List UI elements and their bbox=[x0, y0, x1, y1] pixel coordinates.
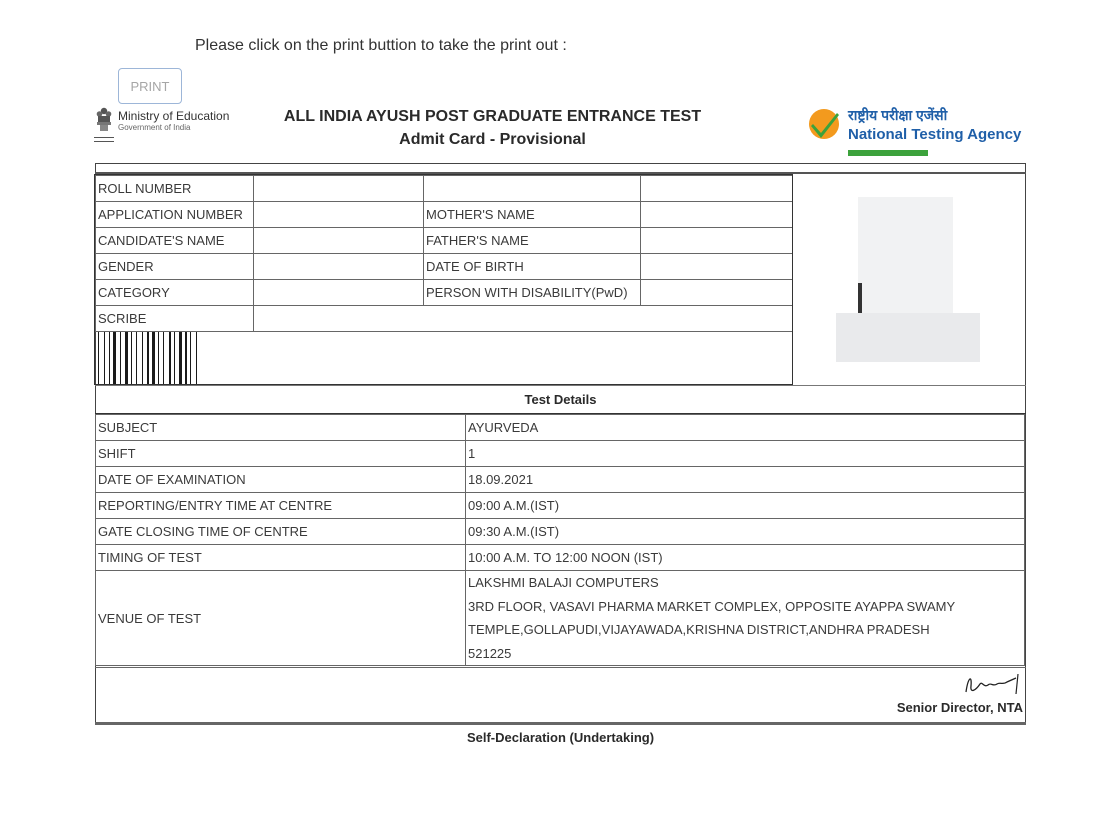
test-detail-value: AYURVEDA bbox=[466, 415, 1025, 441]
gender-label: GENDER bbox=[96, 254, 254, 280]
test-detail-label: SHIFT bbox=[96, 441, 466, 467]
nta-english-name: National Testing Agency bbox=[848, 126, 1022, 143]
test-detail-label: REPORTING/ENTRY TIME AT CENTRE bbox=[96, 493, 466, 519]
signatory-title: Senior Director, NTA bbox=[896, 700, 1023, 715]
venue-value bbox=[466, 571, 1025, 666]
ministry-logo bbox=[94, 106, 229, 136]
test-detail-label: DATE OF EXAMINATION bbox=[96, 467, 466, 493]
nta-tagline bbox=[848, 150, 928, 156]
ministry-subtitle: Government of India bbox=[118, 123, 191, 132]
test-details-heading: Test Details bbox=[95, 385, 1026, 414]
nta-hindi-name: राष्ट्रीय परीक्षा एजेंसी bbox=[848, 107, 948, 123]
father-name-label: FATHER'S NAME bbox=[424, 228, 641, 254]
test-detail-label: TIMING OF TEST bbox=[96, 545, 466, 571]
candidate-signature-box bbox=[836, 313, 980, 362]
test-detail-label: GATE CLOSING TIME OF CENTRE bbox=[96, 519, 466, 545]
test-detail-value: 09:00 A.M.(IST) bbox=[466, 493, 1025, 519]
venue-line: 3RD FLOOR, VASAVI PHARMA MARKET COMPLEX, OPPOSITE AYAPPA SWAMY bbox=[468, 598, 956, 614]
test-detail-label: SUBJECT bbox=[96, 415, 466, 441]
national-emblem-icon bbox=[94, 106, 114, 136]
emblem-divider bbox=[94, 137, 114, 142]
test-detail-value: 18.09.2021 bbox=[466, 467, 1025, 493]
barcode bbox=[98, 332, 238, 384]
nta-logo bbox=[806, 106, 1021, 161]
candidate-name-label: CANDIDATE'S NAME bbox=[96, 228, 254, 254]
venue-line: 521225 bbox=[468, 645, 512, 661]
venue-label: VENUE OF TEST bbox=[96, 571, 466, 666]
self-declaration-heading: Self-Declaration (Undertaking) bbox=[466, 730, 655, 745]
exam-title: ALL INDIA AYUSH POST GRADUATE ENTRANCE TEST bbox=[283, 108, 702, 125]
print-button[interactable]: PRINT bbox=[118, 68, 182, 104]
scribe-label: SCRIBE bbox=[96, 306, 254, 332]
test-detail-value: 10:00 A.M. TO 12:00 NOON (IST) bbox=[466, 545, 1025, 571]
dob-label: DATE OF BIRTH bbox=[424, 254, 641, 280]
venue-line: LAKSHMI BALAJI COMPUTERS bbox=[468, 575, 659, 590]
table-row bbox=[96, 441, 1025, 467]
roll-number-label: ROLL NUMBER bbox=[96, 176, 254, 202]
candidate-photo bbox=[858, 197, 953, 315]
table-row bbox=[96, 519, 1025, 545]
table-row bbox=[96, 415, 1025, 441]
category-label: CATEGORY bbox=[96, 280, 254, 306]
venue-line: TEMPLE,GOLLAPUDI,VIJAYAWADA,KRISHNA DISTRICT,ANDHRA PRADESH bbox=[468, 622, 930, 637]
test-detail-value: 09:30 A.M.(IST) bbox=[466, 519, 1025, 545]
table-row bbox=[96, 545, 1025, 571]
table-row bbox=[96, 467, 1025, 493]
card-bottom-rule bbox=[95, 722, 1026, 725]
test-detail-value: 1 bbox=[466, 441, 1025, 467]
admit-card-subtitle: Admit Card - Provisional bbox=[399, 131, 586, 148]
ministry-name: Ministry of Education bbox=[118, 109, 230, 123]
mother-name-label: MOTHER'S NAME bbox=[424, 202, 641, 228]
table-row bbox=[96, 493, 1025, 519]
application-number-label: APPLICATION NUMBER bbox=[96, 202, 254, 228]
test-details-table bbox=[95, 414, 1025, 666]
photo-shadow bbox=[858, 283, 862, 315]
print-instruction: Please click on the print buttion to take the print out : bbox=[195, 37, 567, 54]
pwd-label: PERSON WITH DISABILITY(PwD) bbox=[424, 280, 641, 306]
nta-checkmark-icon bbox=[806, 106, 842, 142]
director-signature-icon bbox=[958, 668, 1024, 698]
table-row bbox=[96, 571, 1025, 666]
